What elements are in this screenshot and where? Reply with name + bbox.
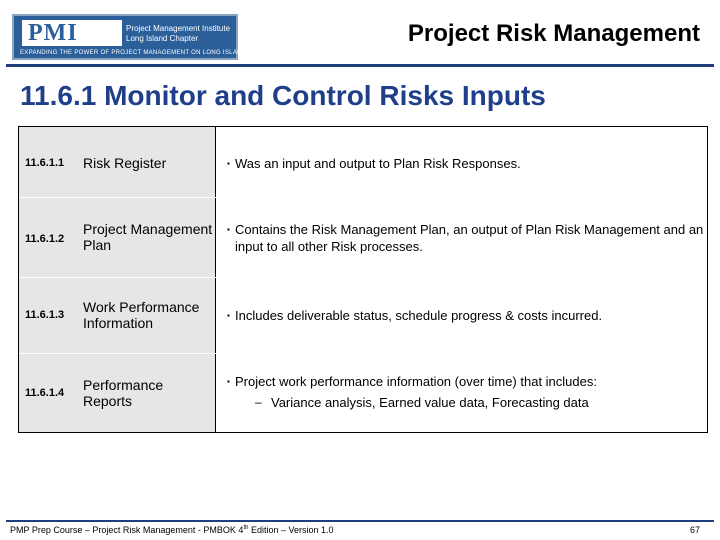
row-label: Work Performance Information bbox=[83, 299, 200, 331]
row-description: Contains the Risk Management Plan, an output of Plan Risk Management and an input to all other Risk processes. bbox=[235, 222, 704, 254]
footer-text bbox=[10, 525, 334, 535]
row-sub-description: Variance analysis, Earned value data, Forecasting data bbox=[271, 395, 589, 410]
footer-text-edition: Edition – Version 1.0 bbox=[248, 525, 334, 535]
row-description: Was an input and output to Plan Risk Responses. bbox=[235, 156, 521, 171]
footer-superscript: th bbox=[243, 525, 249, 531]
pmi-logo bbox=[12, 14, 247, 60]
bullet-icon: ▪ bbox=[227, 377, 230, 386]
inputs-table bbox=[18, 126, 708, 433]
header-title: Project Risk Management bbox=[407, 20, 700, 47]
footer-text-main: PMP Prep Course – Project Risk Management - PMBOK 4 bbox=[10, 525, 244, 535]
row-description: Includes deliverable status, schedule progress & costs incurred. bbox=[235, 308, 603, 323]
row-code: 11.6.1.3 bbox=[25, 309, 65, 321]
footer-divider bbox=[6, 520, 714, 522]
row-divider bbox=[19, 353, 216, 354]
bullet-icon: ▪ bbox=[227, 225, 230, 234]
pmi-logo-text: PMI bbox=[28, 20, 78, 46]
page-number: 67 bbox=[689, 525, 700, 535]
sub-bullet-icon: – bbox=[255, 395, 262, 409]
logo-chapter-name: Long Island Chapter bbox=[126, 34, 199, 43]
bullet-icon: ▪ bbox=[227, 159, 230, 168]
logo-tagline: EXPANDING THE POWER OF PROJECT MANAGEMENT ON LONG ISLAND bbox=[20, 50, 247, 56]
row-label: Performance Reports bbox=[83, 377, 164, 409]
row-label: Project Management Plan bbox=[83, 221, 213, 253]
row-divider bbox=[19, 197, 216, 198]
bullet-icon: ▪ bbox=[227, 311, 230, 320]
row-code: 11.6.1.1 bbox=[25, 157, 65, 169]
row-description: Project work performance information (over time) that includes: bbox=[235, 374, 597, 389]
pmi-logo-mark bbox=[22, 20, 122, 46]
row-code: 11.6.1.4 bbox=[25, 387, 65, 399]
logo-org-name: Project Management Institute bbox=[126, 24, 231, 33]
page-title: 11.6.1 Monitor and Control Risks Inputs bbox=[20, 80, 546, 111]
row-label: Risk Register bbox=[83, 155, 167, 171]
row-code: 11.6.1.2 bbox=[25, 233, 65, 245]
row-divider bbox=[19, 277, 216, 278]
header-divider bbox=[6, 64, 714, 67]
